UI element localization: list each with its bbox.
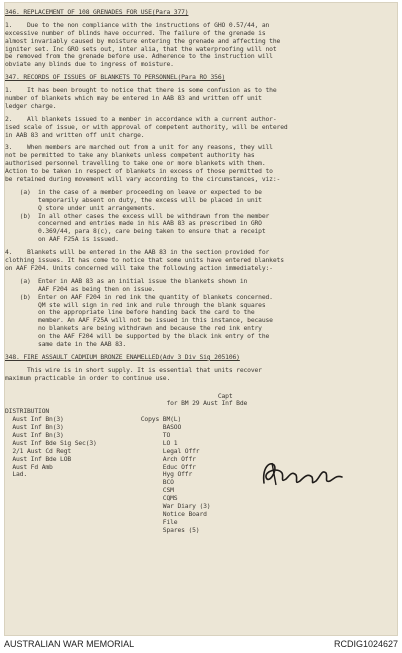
signature-mark bbox=[256, 455, 352, 493]
document-line: clothing issues. It has come to notice that some units have entered blankets bbox=[5, 257, 284, 265]
document-line: member. An AAF F25A will not be issued in this instance, because bbox=[5, 317, 273, 325]
document-line: igniter set. Inc GRO sets out, inter alia, that the waterproofing will not bbox=[5, 45, 277, 53]
document-line: in AAB 83 and written off unit charge. bbox=[5, 131, 145, 139]
document-line: be retained during movement will vary according to the circumstances, viz:- bbox=[5, 176, 281, 184]
document-line: Lad. Hyg Offr bbox=[5, 471, 193, 479]
document-line: File bbox=[5, 518, 178, 526]
document-line: 1. It has been brought to notice that there is some confusion as to the bbox=[5, 87, 277, 95]
document-line: ledger charge. bbox=[5, 102, 57, 110]
document-line: Q store under unit arrangements. bbox=[5, 204, 156, 212]
document-line: (a) in the case of a member proceeding on leave or expected to be bbox=[5, 188, 262, 196]
document-line: (a) Enter in AAB 83 as an initial issue the blankets shown in bbox=[5, 277, 248, 285]
section-heading: 346. REPLACEMENT OF 108 GRENADES FOR USE(Para 377) bbox=[5, 9, 189, 16]
archive-reference: RCDIG1024627 bbox=[333, 639, 398, 649]
section-heading: 348. FIRE ASSAULT CADMIUM BRONZE ENAMELLED(Adv 3 Div Sig 205106) bbox=[5, 353, 240, 361]
document-line: Aust Inf Bn(3) BASOO bbox=[5, 424, 182, 432]
document-line: not be permitted to take any blankets unless competent authority has bbox=[5, 152, 255, 160]
document-line: 0.369/44, para 8(c), care being taken to ensure that a receipt bbox=[5, 228, 266, 236]
document-line: on AAF F204. Units concerned will take the following action immediately:- bbox=[5, 264, 273, 272]
document-line: Action to be taken in respect of blankets in excess of those permitted to bbox=[5, 168, 273, 176]
document-line: Aust Inf Bde Sig Sec(3) LO 1 bbox=[5, 439, 178, 447]
document-line: QM ste will sign in red ink and rule through the blank squares bbox=[5, 301, 266, 309]
document-line: almost invariably caused by moisture entering the grenade and affecting the bbox=[5, 37, 281, 45]
document-line: excessive number of blinds have occurred. The failure of the grenade is bbox=[5, 29, 266, 37]
section-heading: 347. RECORDS OF ISSUES OF BLANKETS TO PERSONNEL(Para RO 356) bbox=[5, 74, 226, 82]
document-line: 2. All blankets issued to a member in accordance with a current author- bbox=[5, 115, 277, 123]
document-line: CQMS bbox=[5, 495, 178, 503]
document-line: CSM bbox=[5, 487, 174, 495]
document-line: number of blankets which may be entered in AAB 83 and written off unit bbox=[5, 95, 262, 103]
document-line: Notice Board bbox=[5, 510, 207, 518]
document-line: on the AAF F204 will be supported by the black ink entry of the bbox=[5, 333, 270, 341]
document-line: This wire is in short supply. It is essential that units recover bbox=[5, 366, 262, 374]
document-line: Aust Inf Bde LOB Arch Offr bbox=[5, 455, 196, 463]
document-line: Capt bbox=[5, 392, 233, 400]
document-line: BCO bbox=[5, 479, 174, 487]
document-line: be removed from the grenade before use. Adherence to the instruction will bbox=[5, 53, 273, 61]
document-line: concerned and entries made in his AAB 83 as prescribed in GRO bbox=[5, 220, 262, 228]
document-line: DISTRIBUTION bbox=[5, 408, 50, 416]
document-line: (b) Enter on AAF F204 in red ink the quantity of blankets concerned. bbox=[5, 293, 273, 301]
archive-footer bbox=[0, 637, 402, 653]
document-line: War Diary (3) bbox=[5, 502, 211, 510]
document-line: 1. Due to the non compliance with the instructions of GHO 0.57/44, an bbox=[5, 21, 270, 29]
document-line: no blankets are being withdrawn and because the red ink entry bbox=[5, 325, 262, 333]
document-line: same date in the AAB 83. bbox=[5, 340, 127, 348]
archive-name: AUSTRALIAN WAR MEMORIAL bbox=[4, 639, 135, 649]
document-line: on the appropriate line before handing back the card to the bbox=[5, 309, 255, 317]
document-line: Spares (5) bbox=[5, 526, 200, 534]
document-line: for BM 29 Aust Inf Bde bbox=[5, 400, 248, 408]
document-line: (b) In all other cases the excess will be withdrawn from the member bbox=[5, 212, 270, 220]
document-line: on AAF F25A is issued. bbox=[5, 236, 119, 244]
document-line: Aust Fd Amb Educ Offr bbox=[5, 463, 196, 471]
document-line: maximum practicable in order to continue use. bbox=[5, 374, 171, 382]
document-line: Aust Inf Bn(3) Copys BM(L) bbox=[5, 416, 182, 424]
document-line: 3. When members are marched out from a unit for any reasons, they will bbox=[5, 144, 273, 152]
document-line: temporarily absent on duty, the excess will be placed in unit bbox=[5, 196, 262, 204]
document-line: 4. Blankets will be entered in the AAB 83 in the section provided for bbox=[5, 249, 270, 257]
document-line: ised scale of issue, or with approval of competent authority, will be entered bbox=[5, 123, 288, 131]
document-line: AAF F204 as being then on issue. bbox=[5, 285, 156, 293]
document-line: 2/1 Aust Cd Regt Legal Offr bbox=[5, 447, 200, 455]
document-line: Aust Inf Bn(3) TO bbox=[5, 431, 171, 439]
document-line: authorised personnel travelling to take one or more blankets with them. bbox=[5, 160, 266, 168]
document-page bbox=[4, 2, 398, 636]
document-line: obviate any blinds due to ingress of moisture. bbox=[5, 61, 174, 69]
